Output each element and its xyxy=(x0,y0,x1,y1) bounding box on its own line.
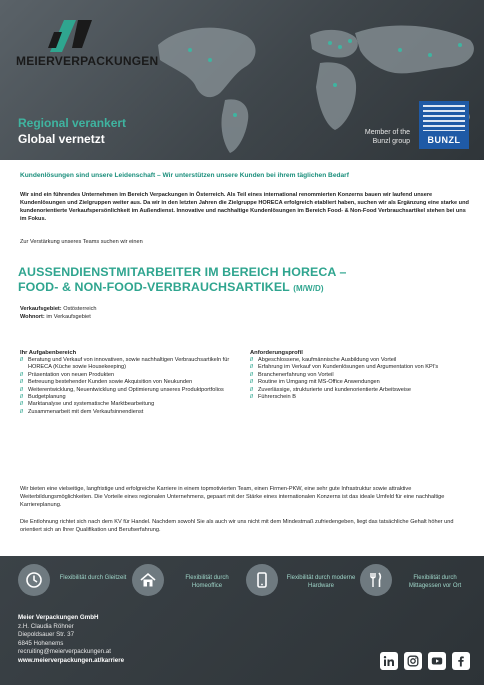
social-icons xyxy=(380,652,470,670)
benefit-gleitzeit xyxy=(18,564,133,598)
fork-knife-icon xyxy=(360,564,392,596)
list-item: // Weiterentwicklung, Neuentwicklung und Optimierung unseres Produktportfolios xyxy=(20,386,224,393)
phone-icon xyxy=(246,564,278,596)
bullet-glyph: // xyxy=(20,401,24,408)
header-banner xyxy=(0,0,484,160)
footer xyxy=(0,556,484,685)
bullet-glyph: // xyxy=(250,371,254,378)
sales-area-label: Verkaufsgebiet: xyxy=(20,306,62,312)
bunzl-logo-text: BUNZL xyxy=(427,135,461,145)
list-item: // Erfahrung im Verkauf von Kundenlösungen und Argumentation von KPI's xyxy=(250,364,439,371)
residence-row xyxy=(20,313,97,321)
job-title-suffix: (M/W/D) xyxy=(293,284,324,293)
team-reinforce-text: Zur Verstärkung unseres Teams suchen wir einen xyxy=(20,239,143,245)
contact-person: z.H. Claudia Röhner xyxy=(18,622,74,630)
website-link[interactable]: www.meierverpackungen.at/karriere xyxy=(18,656,125,664)
instagram-icon[interactable] xyxy=(404,652,422,670)
logo-word-meier: MEIER xyxy=(16,54,55,68)
bullet-glyph: // xyxy=(20,371,24,378)
member-of-text: Member of the Bunzl group xyxy=(364,129,410,145)
list-item: // Betreuung bestehender Kunden sowie Akquisition von Neukunden xyxy=(20,379,193,386)
list-item: // Beratung und Verkauf von innovativen, sowie nachhaltigen Verbrauchsartikeln für HORECA (Küche sowie Housekeeping) xyxy=(20,357,230,371)
city: 6845 Hohenems xyxy=(18,639,64,647)
intro-paragraph: Wir sind ein führendes Unternehmen im Bereich Verpackungen in Österreich. Als Teil eines international renommierten Konzerns bauen wir laufend unsere Kundenlösungen und Zielgruppen weiter aus. Da wir in den letzten Jahren die Zielgruppe HORECA erfolgreich etabliert haben, suchen wir als Ergänzung eine starke und kundenorientierte Verkaufspersönlichkeit im Außendienst. Innovative und nachhaltige Kundenlösungen im Bereich Food- & Non-Food Verbrauchsartikel stehen bei uns im Fokus. xyxy=(20,192,469,222)
job-title-line2: FOOD- & NON-FOOD-VERBRAUCHSARTIKEL xyxy=(18,280,290,294)
list-item: // Zusammenarbeit mit dem Verkaufsinnendienst xyxy=(20,408,144,415)
list-item: // Abgeschlossene, kaufmännische Ausbildung von Vorteil xyxy=(250,357,397,363)
bullet-glyph: // xyxy=(250,357,254,363)
company-logo-text xyxy=(16,54,158,68)
company-name: Meier Verpackungen GmbH xyxy=(18,614,99,621)
bullet-glyph: // xyxy=(250,394,254,401)
bunzl-stripes-graphic xyxy=(423,105,465,131)
residence-label: Wohnort: xyxy=(20,314,45,320)
bullet-glyph: // xyxy=(20,394,24,401)
benefit-label: Flexibilität durch Mittagessen vor Ort xyxy=(408,575,462,589)
list-item: // Budgetplanung xyxy=(20,394,66,401)
tasks-section xyxy=(20,350,240,416)
contact-address xyxy=(18,614,124,666)
bullet-glyph: // xyxy=(20,357,24,363)
list-item: // Führerschein B xyxy=(250,394,296,401)
logo-word-verpackungen: VERPACKUNGEN xyxy=(54,54,159,68)
requirements-section xyxy=(250,350,470,401)
benefit-hardware xyxy=(246,564,361,598)
requirements-list xyxy=(250,357,470,401)
benefit-homeoffice xyxy=(132,564,247,598)
tasks-heading: Ihr Aufgabenbereich xyxy=(20,350,77,356)
bullet-glyph: // xyxy=(250,364,254,371)
list-item: // Routine im Umgang mit MS-Office Anwendungen xyxy=(250,379,380,386)
sales-area-value: Ostösterreich xyxy=(63,306,97,312)
sales-area-row xyxy=(20,305,97,313)
linkedin-icon[interactable] xyxy=(380,652,398,670)
job-title-line1: AUSSENDIENSTMITARBEITER IM BEREICH HORECA – xyxy=(18,265,347,279)
residence-value: im Verkaufsgebiet xyxy=(46,314,91,320)
bullet-glyph: // xyxy=(20,379,24,386)
requirements-heading: Anforderungsprofil xyxy=(250,350,303,356)
benefits-bar xyxy=(0,556,484,606)
claim-regional: Regional verankert xyxy=(18,116,127,130)
facebook-icon[interactable] xyxy=(452,652,470,670)
claim-global: Global vernetzt xyxy=(18,132,105,146)
salary-paragraph: Die Entlohnung richtet sich nach dem KV für Handel. Nachdem sowohl Sie als auch wir uns nicht mit dem Mindestmaß zufriedengeben, liegt das tatsächliche Gehalt höher und orientiert sich an Ihrer Qualifikation und Berufserfahrung. xyxy=(20,519,454,533)
benefit-mittagessen xyxy=(360,564,475,598)
benefit-label: Flexibilität durch Gleitzeit xyxy=(59,575,127,581)
youtube-icon[interactable] xyxy=(428,652,446,670)
bullet-glyph: // xyxy=(20,386,24,393)
job-meta xyxy=(20,305,97,321)
benefit-label: Flexibilität durch Homeoffice xyxy=(185,575,229,589)
bunzl-logo xyxy=(419,101,469,149)
bullet-glyph: // xyxy=(20,408,24,415)
benefit-label: Flexibilität durch moderne Hardware xyxy=(286,575,356,589)
list-item: // Zuverlässige, strukturierte und kundenorientierte Arbeitsweise xyxy=(250,386,411,393)
intro-headline: Kundenlösungen sind unsere Leidenschaft – Wir unterstützen unsere Kunden bei ihrem täglichen Bedarf xyxy=(20,172,349,179)
email-link[interactable]: recruiting@meierverpackungen.at xyxy=(18,648,111,656)
list-item: // Branchenerfahrung von Vorteil xyxy=(250,371,334,378)
job-title xyxy=(18,265,478,296)
list-item: // Präsentation von neuen Produkten xyxy=(20,371,115,378)
tasks-list xyxy=(20,357,240,416)
bullet-glyph: // xyxy=(250,386,254,393)
bullet-glyph: // xyxy=(250,379,254,386)
street: Diepoldsauer Str. 37 xyxy=(18,631,75,639)
list-item: // Marktanalyse und systematische Marktbearbeitung xyxy=(20,401,155,408)
clock-icon xyxy=(18,564,50,596)
home-icon xyxy=(132,564,164,596)
offer-paragraph: Wir bieten eine vielseitige, langfristige und erfolgreiche Karriere in einem topmotivierten Team, einen Firmen-PKW, eine sehr gute Infrastruktur sowie attraktive Weiterbildungsmöglichkeiten. Die Vorteile eines regionalen Unternehmens, gepaart mit der Stärke eines internationalen Konzerns ist das ideale Umfeld für eine nachhaltige Karriereplanung. xyxy=(20,486,445,508)
